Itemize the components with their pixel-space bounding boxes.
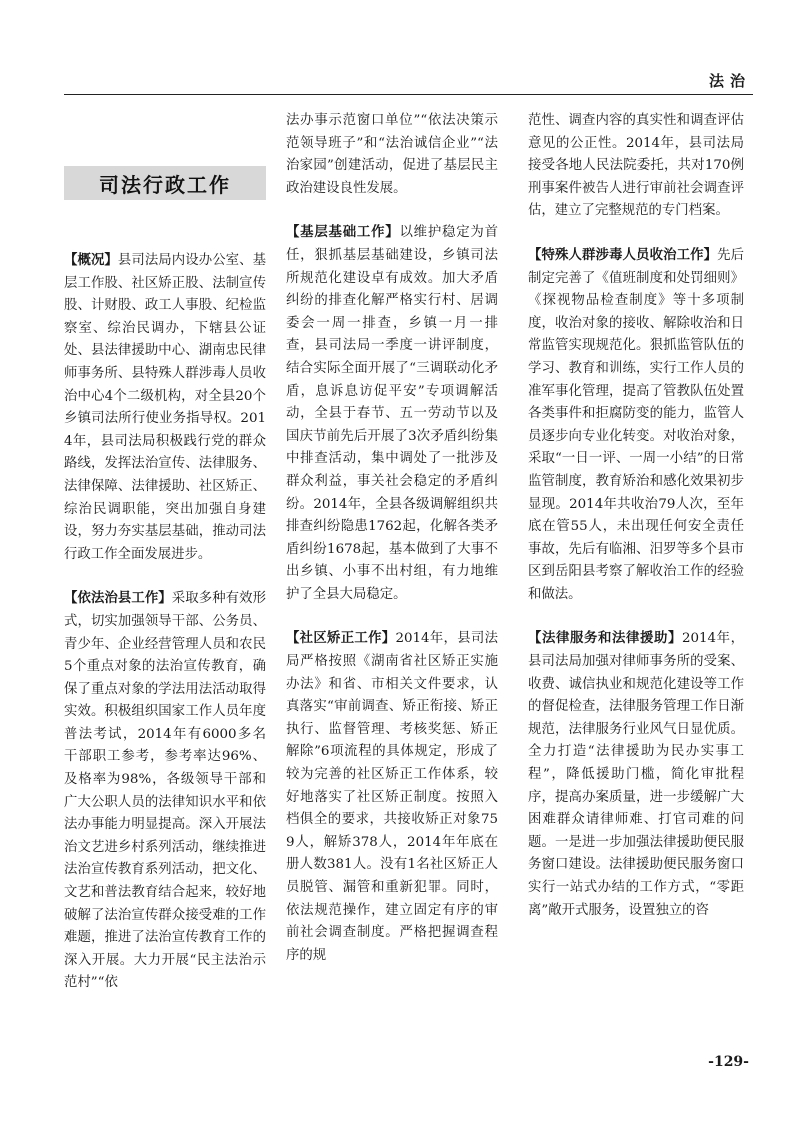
column-2: [286, 110, 498, 989]
header-divider: [64, 94, 753, 95]
paragraph-overview: [64, 250, 266, 566]
text-rule-of-law-continued: 法办事示范窗口单位”“依法决策示范领导班子”和“法治诚信企业”“法治家园”创建活动，促进了基层民主政治建设良性发展。: [286, 113, 498, 196]
column-3: [528, 110, 744, 944]
paragraph-rule-of-law: [64, 588, 266, 995]
paragraph-community-correction: [286, 628, 498, 967]
text-drug-treatment: 先后制定完善了《值班制度和处罚细则》《探视物品检查制度》等十多项制度，收治对象的接收、解除收治和日常监管实现规范化。狠抓监管队伍的学习、教育和训练，实行工作人员的准军事化管理，提高了管教队伍处置各类事件和拒腐防变的能力，监管人员逐步向专业化转变。对收治对象，采取“一日一评、一周一小结”的日常监管制度，教育矫治和感化效果初步显现。2014年共收治79人次，至年底在管55人，未出现任何安全责任事故，先后有临湘、汨罗等多个县市区到岳阳县考察了解收治工作的经验和做法。: [528, 247, 745, 602]
paragraph-legal-aid: [528, 628, 744, 922]
text-community-correction: 2014年，县司法局严格按照《湖南省社区矫正实施办法》和省、市相关文件要求，认真落实“审前调查、矫正衔接、矫正执行、监督管理、考核奖惩、矫正解除”6项流程的具体规定，形成了较为完善的社区矫正工作体系，较好地落实了社区矫正制度。按照入档俱全的要求，共接收矫正对象759人，解矫378人，2014年年底在册人数381人。没有1名社区矫正人员脱管、漏管和重新犯罪。同时，依法规范操作，建立固定有序的审前社会调查制度。严格把握调查程序的规: [286, 631, 499, 963]
page-number: -129-: [708, 1054, 749, 1070]
heading-community-correction: 【社区矫正工作】: [286, 631, 396, 647]
heading-overview: 【概况】: [64, 253, 118, 268]
heading-grassroots: 【基层基础工作】: [286, 225, 400, 241]
text-legal-aid: 2014年，县司法局加强对律师事务所的受案、收费、诚信执业和规范化建设等工作的督促检查，法律服务管理工作日渐规范，法律服务行业风气日显优质。全力打造“法律援助为民办实事工程”，降低援助门槛，简化审批程序，提高办案质量，进一步缓解广大困难群众请律师难、打官司难的问题。一是进一步加强法律援助便民服务窗口建设。法律援助便民服务窗口实行一站式办结的工作方式，“零距离”敞开式服务，设置独立的咨: [528, 631, 745, 918]
text-overview: 县司法局内设办公室、基层工作股、社区矫正股、法制宣传股、计财股、政工人事股、纪检监察室、综治民调办，下辖县公证处、县法律援助中心、湖南忠民律师事务所、县特殊人群涉毒人员收治中心4个二级机构，对全县20个乡镇司法所行使业务指导权。2014年，县司法局积极践行党的群众路线，发挥法治宣传、法律服务、法律保障、法律援助、社区矫正、综治民调职能，突出加强自身建设，努力夯实基层基础，推动司法行政工作全面发展进步。: [64, 253, 267, 562]
text-community-correction-continued: 范性、调查内容的真实性和调查评估意见的公正性。2014年，县司法局接受各地人民法院委托，共对170例刑事案件被告人进行审前社会调查评估，建立了完整规范的专门档案。: [528, 113, 744, 219]
paragraph-grassroots: [286, 222, 498, 606]
section-title: 司法行政工作: [64, 166, 266, 200]
header-section-label: 法治: [708, 72, 751, 90]
column-1: [64, 250, 266, 1017]
heading-drug-treatment: 【特殊人群涉毒人员收治工作】: [528, 247, 718, 263]
paragraph-community-correction-continued: [528, 110, 744, 223]
paragraph-drug-treatment: [528, 245, 744, 607]
text-rule-of-law: 采取多种有效形式，切实加强领导干部、公务员、青少年、企业经营管理人员和农民5个重点对象的法治宣传教育，确保了重点对象的学法用法活动取得实效。积极组织国家工作人员年度普法考试，2014年有6000多名干部职工参考，参考率达96%、及格率为98%，各级领导干部和广大公职人员的法律知识水平和依法办事能力明显提高。深入开展法治文艺进乡村系列活动，继续推进法治宣传教育系列活动，把文化、文艺和普法教育结合起来，较好地破解了法治宣传群众接受难的工作难题，推进了法治宣传教育工作的深入开展。大力开展“民主法治示范村”“依: [64, 591, 267, 991]
paragraph-rule-of-law-continued: [286, 110, 498, 200]
text-grassroots: 以维护稳定为首任，狠抓基层基础建设，乡镇司法所规范化建设卓有成效。加大矛盾纠纷的排查化解严格实行村、居调委会一周一排查，乡镇一月一排查，县司法局一季度一讲评制度，结合实际全面开展了“三调联动化矛盾，息诉息访促平安”专项调解活动，全县于春节、五一劳动节以及国庆节前先后开展了3次矛盾纠纷集中排查活动，集中调处了一批涉及群众利益，事关社会稳定的矛盾纠纷。2014年，全县各级调解组织共排查纠纷隐患1762起，化解各类矛盾纠纷1678起，基本做到了大事不出乡镇、小事不出村组，有力地维护了全县大局稳定。: [286, 225, 499, 602]
heading-legal-aid: 【法律服务和法律援助】: [528, 631, 682, 647]
heading-rule-of-law: 【依法治县工作】: [64, 591, 172, 607]
